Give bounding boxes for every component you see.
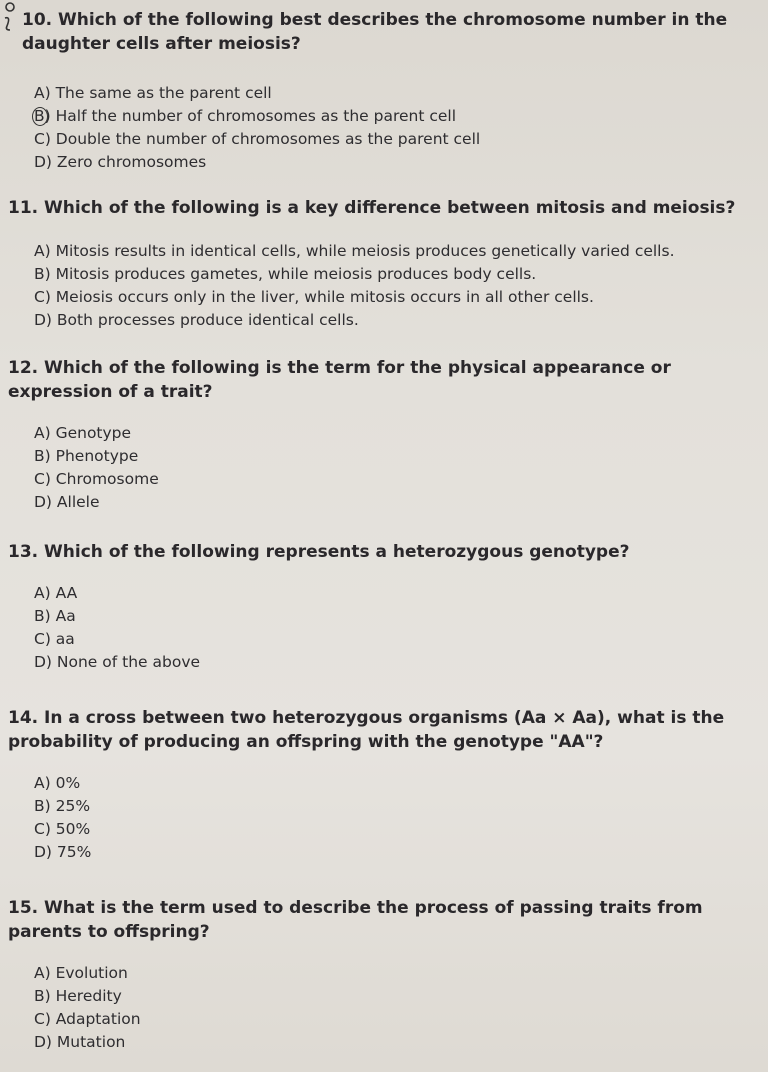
option-d[interactable]: D) Zero chromosomes: [34, 153, 207, 171]
option-a[interactable]: A) Mitosis results in identical cells, while meiosis produces genetically varied cells.: [34, 242, 675, 260]
answer-options: [34, 82, 752, 174]
option-c[interactable]: C) Double the number of chromosomes as the parent cell: [34, 130, 481, 148]
handwritten-mark: [2, 0, 16, 34]
option-a[interactable]: A) 0%: [34, 774, 81, 792]
question-12: [8, 356, 758, 514]
option-a[interactable]: A) AA: [34, 584, 78, 602]
option-c[interactable]: C) 50%: [34, 820, 91, 838]
option-b-label: B) Half the number of chromosomes as the parent cell: [34, 107, 457, 125]
question-11: [8, 196, 758, 332]
answer-options: [34, 582, 758, 674]
option-b[interactable]: [34, 105, 752, 128]
question-text: 14. In a cross between two heterozygous organisms (Aa × Aa), what is the probability of producing an offspring with the genotype "AA"?: [8, 708, 725, 752]
question-text: 13. Which of the following represents a heterozygous genotype?: [8, 542, 630, 562]
option-b[interactable]: B) Mitosis produces gametes, while meiosis produces body cells.: [34, 265, 537, 283]
option-c[interactable]: C) Meiosis occurs only in the liver, while mitosis occurs in all other cells.: [34, 288, 594, 306]
question-15: [8, 896, 758, 1054]
option-d[interactable]: D) Mutation: [34, 1033, 126, 1051]
option-b[interactable]: B) Phenotype: [34, 447, 139, 465]
question-13: [8, 540, 758, 674]
option-b[interactable]: B) 25%: [34, 797, 91, 815]
question-text: 15. What is the term used to describe the process of passing traits from parents to offspring?: [8, 898, 703, 942]
option-a[interactable]: A) Evolution: [34, 964, 128, 982]
option-b[interactable]: B) Heredity: [34, 987, 122, 1005]
question-text: 12. Which of the following is the term for the physical appearance or expression of a trait?: [8, 358, 671, 402]
answer-options: [34, 240, 758, 332]
option-d[interactable]: D) None of the above: [34, 653, 201, 671]
answer-options: [34, 772, 758, 864]
answer-options: [34, 422, 758, 514]
option-d[interactable]: D) 75%: [34, 843, 92, 861]
option-a[interactable]: A) The same as the parent cell: [34, 84, 272, 102]
question-14: [8, 706, 758, 864]
option-b[interactable]: B) Aa: [34, 607, 76, 625]
option-d[interactable]: D) Both processes produce identical cells.: [34, 311, 359, 329]
selected-answer-circle: [32, 107, 48, 126]
option-c[interactable]: C) Adaptation: [34, 1010, 141, 1028]
option-a[interactable]: A) Genotype: [34, 424, 132, 442]
answer-options: [34, 962, 758, 1054]
option-c[interactable]: C) Chromosome: [34, 470, 159, 488]
question-text: 11. Which of the following is a key difference between mitosis and meiosis?: [8, 198, 736, 218]
question-text: 10. Which of the following best describes the chromosome number in the daughter cells after meiosis?: [22, 10, 728, 54]
question-10: [22, 8, 752, 174]
option-c[interactable]: C) aa: [34, 630, 75, 648]
option-d[interactable]: D) Allele: [34, 493, 100, 511]
